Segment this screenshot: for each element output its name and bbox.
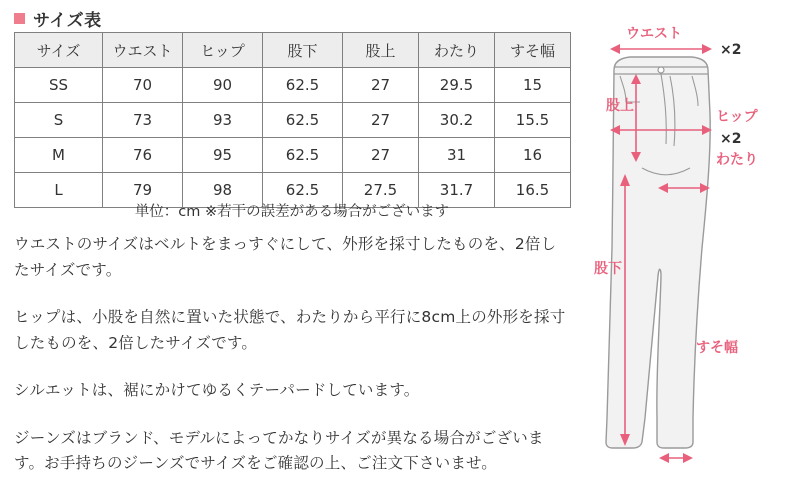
- table-cell: 62.5: [263, 103, 343, 138]
- table-header-cell: 股下: [263, 33, 343, 68]
- label-hip: ヒップ: [716, 109, 758, 125]
- paragraph-disclaimer: ジーンズはブランド、モデルによってかなりサイズが異なる場合がございます。お手持ちのジーンズでサイズをご確認の上、ご注文下さいませ。: [14, 428, 544, 473]
- size-table: [14, 32, 571, 208]
- label-hem: すそ幅: [696, 340, 738, 356]
- description-block: [14, 232, 570, 477]
- size-table-container: [14, 32, 570, 208]
- jeans-outline-icon: [606, 57, 710, 448]
- table-cell: 16.5: [495, 173, 571, 208]
- label-thigh: わたり: [716, 152, 758, 168]
- table-header-cell: ヒップ: [183, 33, 263, 68]
- table-cell: SS: [15, 68, 103, 103]
- table-cell: 16: [495, 138, 571, 173]
- label-rise: 股上: [606, 98, 634, 114]
- table-header-cell: すそ幅: [495, 33, 571, 68]
- label-hip-multiplier: ×2: [720, 131, 742, 147]
- table-header-cell: ウエスト: [103, 33, 183, 68]
- table-cell: 30.2: [419, 103, 495, 138]
- table-row: [15, 103, 571, 138]
- table-header-row: [15, 33, 571, 68]
- label-inseam: 股下: [594, 261, 622, 277]
- table-header-cell: 股上: [343, 33, 419, 68]
- table-cell: 27: [343, 103, 419, 138]
- unit-note: 単位：cm ※若干の誤差がある場合がございます: [134, 204, 450, 220]
- table-cell: S: [15, 103, 103, 138]
- table-cell: 15: [495, 68, 571, 103]
- table-cell: 93: [183, 103, 263, 138]
- table-row: [15, 68, 571, 103]
- table-cell: L: [15, 173, 103, 208]
- paragraph-silhouette: シルエットは、裾にかけてゆるくテーパードしています。: [14, 381, 420, 400]
- page-title: サイズ表: [33, 11, 102, 31]
- table-cell: 90: [183, 68, 263, 103]
- table-cell: 76: [103, 138, 183, 173]
- square-bullet-icon: [14, 13, 25, 24]
- table-cell: 62.5: [263, 173, 343, 208]
- table-cell: M: [15, 138, 103, 173]
- hem-arrow-icon: [659, 453, 693, 463]
- table-cell: 27: [343, 138, 419, 173]
- label-waist: ウエスト: [626, 26, 682, 42]
- table-row: [15, 138, 571, 173]
- table-cell: 31.7: [419, 173, 495, 208]
- table-cell: 27.5: [343, 173, 419, 208]
- label-waist-multiplier: ×2: [720, 42, 742, 58]
- page-heading: [14, 6, 102, 31]
- table-cell: 73: [103, 103, 183, 138]
- table-cell: 79: [103, 173, 183, 208]
- table-header-cell: サイズ: [15, 33, 103, 68]
- table-cell: 62.5: [263, 68, 343, 103]
- table-cell: 15.5: [495, 103, 571, 138]
- table-cell: 29.5: [419, 68, 495, 103]
- waist-arrow-icon: [610, 44, 712, 54]
- jeans-measurement-diagram: [580, 18, 800, 483]
- table-cell: 31: [419, 138, 495, 173]
- table-cell: 95: [183, 138, 263, 173]
- table-cell: 98: [183, 173, 263, 208]
- paragraph-hip: ヒップは、小股を自然に置いた状態で、わたりから平行に8cm上の外形を採寸したものを、2倍したサイズです。: [14, 308, 566, 352]
- table-header-cell: わたり: [419, 33, 495, 68]
- table-cell: 70: [103, 68, 183, 103]
- table-cell: 62.5: [263, 138, 343, 173]
- table-cell: 27: [343, 68, 419, 103]
- paragraph-waist: ウエストのサイズはベルトをまっすぐにして、外形を採寸したものを、2倍したサイズです。: [14, 235, 557, 279]
